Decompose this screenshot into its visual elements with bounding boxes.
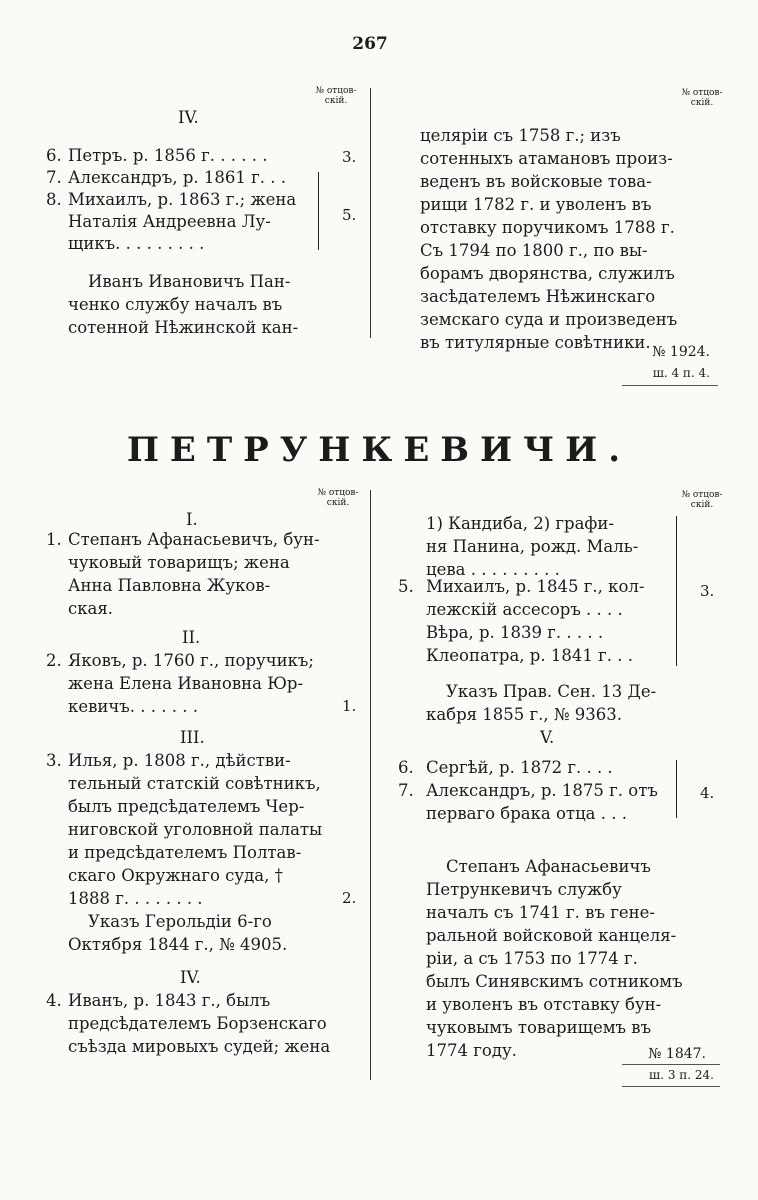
entry-text: 1) Кандиба, 2) графи- <box>426 514 614 533</box>
entry-text: и предсѣдателемъ Полтав- <box>68 843 302 862</box>
entry-text: щикъ. . . . . . . . . <box>68 234 205 253</box>
entry-text: жена Елена Ивановна Юр- <box>68 674 304 693</box>
text-line: рищи 1782 г. и уволенъ въ <box>420 195 652 214</box>
entry-number: 3. <box>46 751 62 770</box>
decree-text: Октября 1844 г., № 4905. <box>68 935 288 954</box>
entry-number: 6. <box>398 758 414 777</box>
family-heading: ПЕТРУНКЕВИЧИ. <box>126 430 632 470</box>
text-line: отставку поручикомъ 1788 г. <box>420 218 675 237</box>
paragraph-line: началъ съ 1741 г. въ гене- <box>426 903 655 922</box>
entry-text: тельный статскій совѣтникъ, <box>68 774 321 793</box>
parent-number: 3. <box>342 148 357 166</box>
bracket <box>318 172 319 250</box>
entry-text: Илья, р. 1808 г., дѣйстви- <box>68 751 291 770</box>
divider-line <box>622 1064 720 1065</box>
paragraph-line: и уволенъ въ отставку бун- <box>426 995 662 1014</box>
entry-text: ниговской уголовной палаты <box>68 820 323 839</box>
parent-number: 4. <box>700 784 715 802</box>
entry-text: предсѣдателемъ Борзенскаго <box>68 1014 327 1033</box>
archive-location: ш. 4 п. 4. <box>652 366 710 380</box>
entry-text: съѣзда мировыхъ судей; жена <box>68 1037 331 1056</box>
entry-text: чуковый товарищъ; жена <box>68 553 290 572</box>
archive-location: ш. 3 п. 24. <box>649 1068 714 1082</box>
entry-text: Степанъ Афанасьевичъ, бун- <box>68 530 320 549</box>
entry-text: лежскій ассесоръ . . . . <box>426 600 623 619</box>
entry-text: Михаилъ, р. 1863 г.; жена <box>68 190 297 209</box>
entry-number: 7. <box>46 168 62 187</box>
entry-text: Сергѣй, р. 1872 г. . . . <box>426 758 613 777</box>
text-line: засѣдателемъ Нѣжинскаго <box>420 287 656 306</box>
paragraph-line: былъ Синявскимъ сотникомъ <box>426 972 683 991</box>
text-line: въ титулярные совѣтники. <box>420 333 651 352</box>
roman-heading: V. <box>540 728 555 747</box>
entry-text: скаго Окружнаго суда, † <box>68 866 283 885</box>
roman-heading: IV. <box>178 108 199 127</box>
entry-number: 4. <box>46 991 62 1010</box>
text-line: Съ 1794 по 1800 г., по вы- <box>420 241 648 260</box>
entry-number: 2. <box>46 651 62 670</box>
entry-number: 8. <box>46 190 62 209</box>
entry-number: 1. <box>46 530 62 549</box>
entry-text: Клеопатра, р. 1841 г. . . <box>426 646 633 665</box>
decree-text: Указъ Прав. Сен. 13 Де- <box>446 682 657 701</box>
entry-number: 6. <box>46 146 62 165</box>
paragraph-line: чуковымъ товарищемъ въ <box>426 1018 652 1037</box>
entry-text: Анна Павловна Жуков- <box>68 576 271 595</box>
archive-number: № 1847. <box>648 1046 706 1062</box>
column-divider <box>370 88 371 338</box>
entry-text: Иванъ, р. 1843 г., былъ <box>68 991 271 1010</box>
bracket <box>676 516 677 666</box>
entry-text: Яковъ, р. 1760 г., поручикъ; <box>68 651 314 670</box>
entry-text: кевичъ. . . . . . . <box>68 697 198 716</box>
divider-line <box>622 385 718 386</box>
column-header-otcovsky: № отцов- скій. <box>315 86 357 106</box>
entry-text: 1888 г. . . . . . . . <box>68 889 203 908</box>
column-header-otcovsky-right: № отцов- скій. <box>681 88 723 108</box>
roman-heading: IV. <box>180 968 201 987</box>
entry-text: ская. <box>68 599 114 618</box>
paragraph-line: ріи, а съ 1753 по 1774 г. <box>426 949 638 968</box>
text-line: веденъ въ войсковые това- <box>420 172 652 191</box>
entry-text: Вѣра, р. 1839 г. . . . . <box>426 623 604 642</box>
text-line: борамъ дворянства, служилъ <box>420 264 675 283</box>
parent-number: 3. <box>700 582 715 600</box>
bracket <box>676 760 677 818</box>
page-number: 267 <box>352 34 388 54</box>
decree-text: кабря 1855 г., № 9363. <box>426 705 623 724</box>
entry-text: ня Панина, рожд. Маль- <box>426 537 639 556</box>
divider-line <box>622 1086 720 1087</box>
paragraph-line: 1774 году. <box>426 1041 517 1060</box>
entry-number: 5. <box>398 577 414 596</box>
column-header-otcovsky-right: № отцов- скій. <box>681 490 723 510</box>
parent-number: 2. <box>342 889 357 907</box>
entry-text: Наталія Андреевна Лу- <box>68 212 271 231</box>
roman-heading: I. <box>186 510 198 529</box>
paragraph-line: Петрункевичъ службу <box>426 880 622 899</box>
entry-number: 7. <box>398 781 414 800</box>
entry-text: Михаилъ, р. 1845 г., кол- <box>426 577 645 596</box>
paragraph-line: сотенной Нѣжинской кан- <box>68 318 299 337</box>
text-line: сотенныхъ атамановъ произ- <box>420 149 673 168</box>
text-line: земскаго суда и произведенъ <box>420 310 678 329</box>
entry-text: Александръ, р. 1875 г. отъ <box>426 781 658 800</box>
entry-text: Петръ. р. 1856 г. . . . . . <box>68 146 268 165</box>
column-header-otcovsky: № отцов- скій. <box>317 488 359 508</box>
paragraph-line: ральной войсковой канцеля- <box>426 926 677 945</box>
paragraph-line: Степанъ Афанасьевичъ <box>446 857 651 876</box>
entry-text: Александръ, р. 1861 г. . . <box>68 168 286 187</box>
parent-number: 1. <box>342 697 357 715</box>
text-line: целяріи съ 1758 г.; изъ <box>420 126 621 145</box>
paragraph-line: ченко службу началъ въ <box>68 295 283 314</box>
entry-text: былъ предсѣдателемъ Чер- <box>68 797 305 816</box>
roman-heading: II. <box>182 628 201 647</box>
roman-heading: III. <box>180 728 205 747</box>
parent-number: 5. <box>342 206 357 224</box>
column-divider <box>370 490 371 1080</box>
entry-text: цева . . . . . . . . . <box>426 560 560 579</box>
entry-text: перваго брака отца . . . <box>426 804 627 823</box>
archive-number: № 1924. <box>652 344 710 360</box>
decree-text: Указъ Герольдіи 6-го <box>88 912 272 931</box>
right-top-text <box>420 124 720 354</box>
paragraph-line: Иванъ Ивановичъ Пан- <box>88 272 291 291</box>
